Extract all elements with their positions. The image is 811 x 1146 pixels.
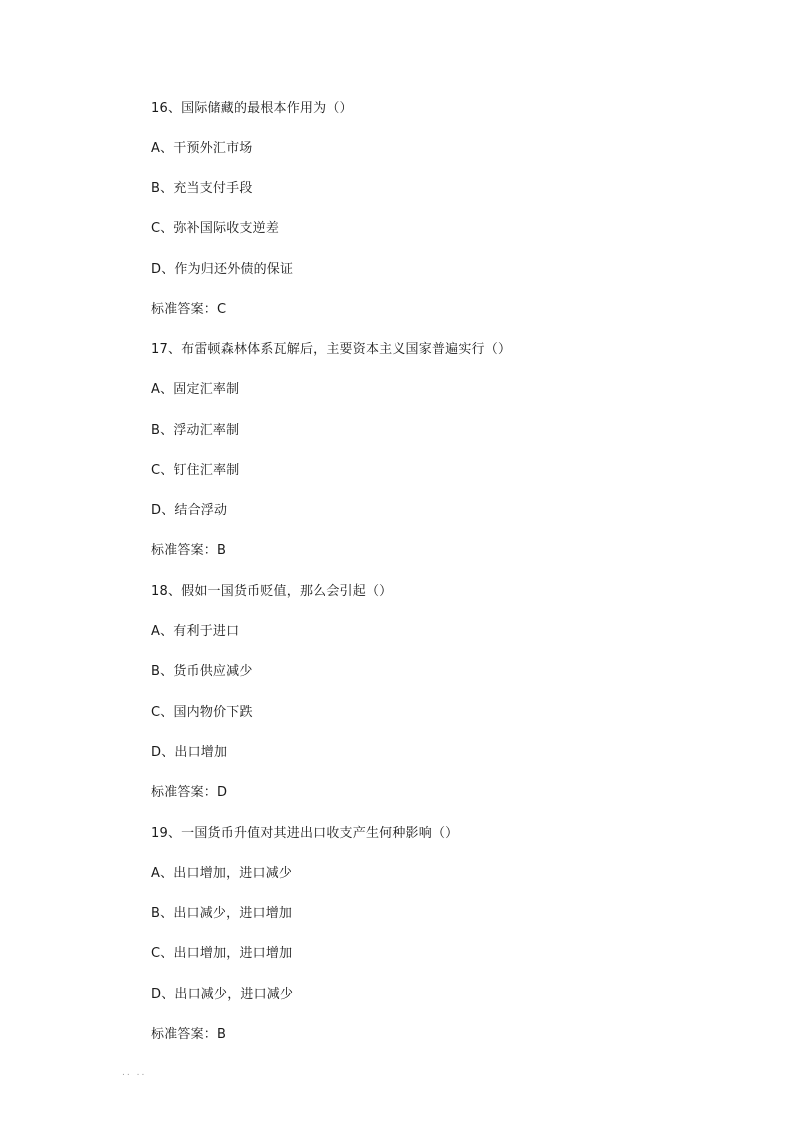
question-16-option-d: D、作为归还外债的保证 [151,262,294,277]
question-16-option-c: C、弥补国际收支逆差 [151,221,280,236]
question-18-answer: 标准答案：D [151,785,228,800]
question-19-answer: 标准答案：B [151,1027,227,1042]
question-18-option-a: A、有利于进口 [151,624,240,639]
question-18-option-b: B、货币供应减少 [151,664,253,679]
question-16-option-a: A、干预外汇市场 [151,141,253,156]
question-18-option-c: C、国内物价下跌 [151,705,253,720]
question-17-stem: 17、布雷顿森林体系瓦解后，主要资本主义国家普遍实行（） [151,342,512,357]
question-19-stem: 19、一国货币升值对其进出口收支产生何种影响（） [151,826,459,841]
question-19-option-b: B、出口减少，进口增加 [151,906,293,921]
question-16-option-b: B、充当支付手段 [151,181,253,196]
question-18-option-d: D、出口增加 [151,745,228,760]
question-17-option-a: A、固定汇率制 [151,382,240,397]
question-19-option-a: A、出口增加，进口减少 [151,866,293,881]
question-18-stem: 18、假如一国货币贬值，那么会引起（） [151,584,393,599]
question-16-stem: 16、国际储藏的最根本作用为（） [151,101,353,116]
question-17-answer: 标准答案：B [151,543,227,558]
question-16-answer: 标准答案：C [151,302,227,317]
question-17-option-b: B、浮动汇率制 [151,423,240,438]
question-17-option-c: C、钉住汇率制 [151,463,240,478]
footer-dots: .. .. [122,1068,147,1078]
question-19-option-d: D、出口减少，进口减少 [151,987,294,1002]
question-19-option-c: C、出口增加，进口增加 [151,946,293,961]
question-17-option-d: D、结合浮动 [151,503,228,518]
